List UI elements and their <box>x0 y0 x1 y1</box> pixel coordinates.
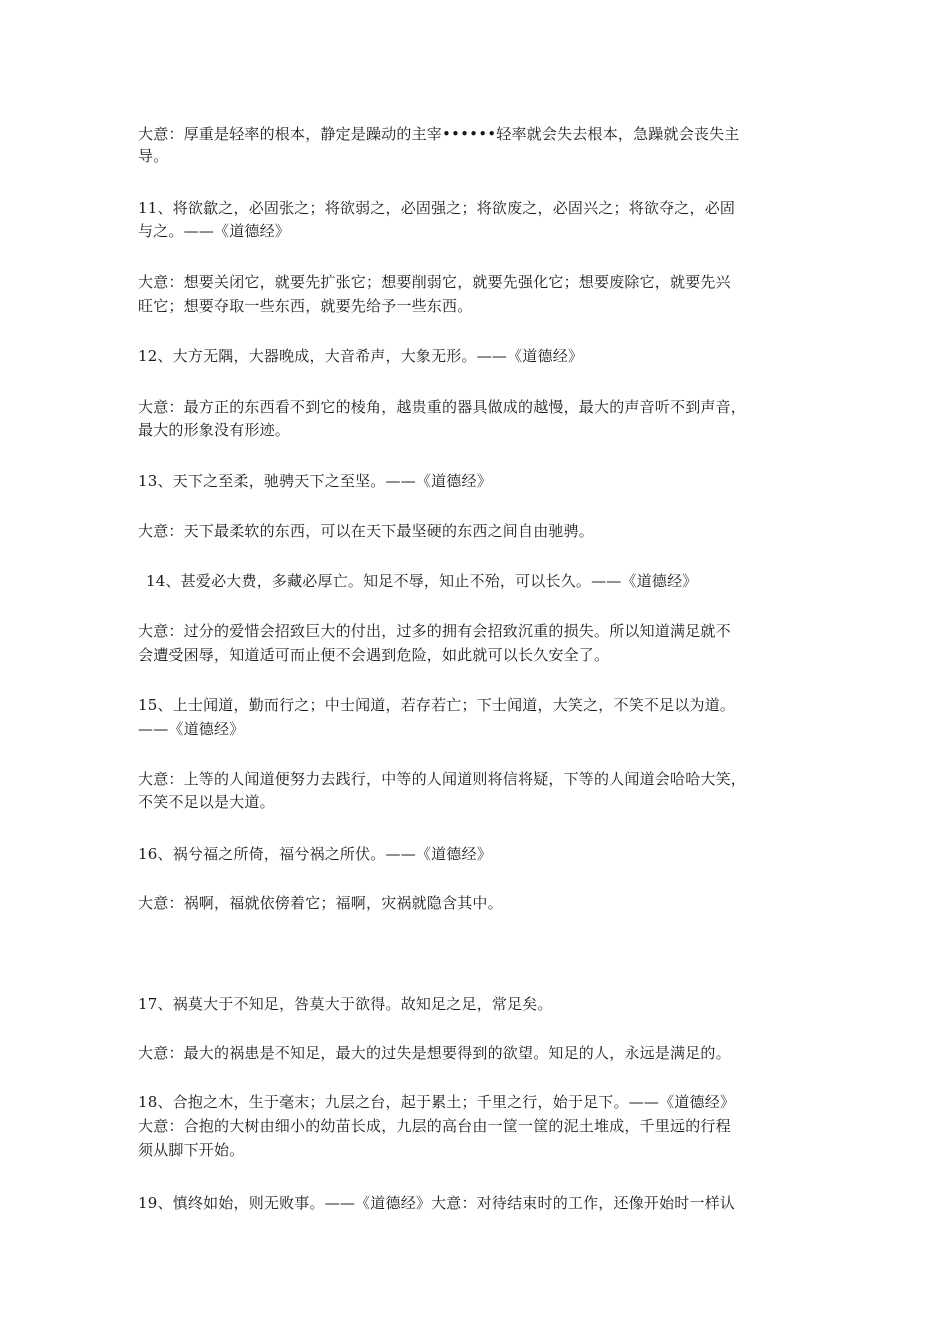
meaning-15-line-2: 不笑不足以是大道。 <box>138 793 275 811</box>
meaning-17: 大意：最大的祸患是不知足，最大的过失是想要得到的欲望。知足的人，永远是满足的。 <box>138 1044 731 1062</box>
meaning-18-line-2: 须从脚下开始。 <box>138 1141 245 1159</box>
meaning-13: 大意：天下最柔软的东西，可以在天下最坚硬的东西之间自由驰骋。 <box>138 522 595 540</box>
meaning-12-line-2: 最大的形象没有形迹。 <box>138 421 291 439</box>
quote-15-line-1: 15、上士闻道，勤而行之；中士闻道，若存若亡；下士闻道，大笑之，不笑不足以为道。 <box>138 696 736 714</box>
quote-14: 14、甚爱必大费，多藏必厚亡。知足不辱，知止不殆，可以长久。——《道德经》 <box>146 572 698 590</box>
quote-13: 13、天下之至柔，驰骋天下之至坚。——《道德经》 <box>138 472 492 490</box>
quote-15-line-2: ——《道德经》 <box>138 720 245 738</box>
meaning-15-line-1: 大意：上等的人闻道便努力去践行，中等的人闻道则将信将疑，下等的人闻道会哈哈大笑， <box>138 770 747 788</box>
paragraph-line-1: 大意：厚重是轻率的根本，静定是躁动的主宰••••••轻率就会失去根本，急躁就会丧失主 <box>138 125 740 143</box>
quote-18: 18、合抱之木，生于毫末；九层之台，起于累土；千里之行，始于足下。——《道德经》 <box>138 1093 736 1111</box>
meaning-18-line-1: 大意：合抱的大树由细小的幼苗长成，九层的高台由一筐一筐的泥土堆成，千里远的行程 <box>138 1117 731 1135</box>
quote-17: 17、祸莫大于不知足，咎莫大于欲得。故知足之足，常足矣。 <box>138 995 553 1013</box>
meaning-16: 大意：祸啊，福就依傍着它；福啊，灾祸就隐含其中。 <box>138 894 503 912</box>
quote-11-line-1: 11、将欲歙之，必固张之；将欲弱之，必固强之；将欲废之，必固兴之；将欲夺之，必固 <box>138 199 736 217</box>
paragraph-line-2: 导。 <box>138 147 169 165</box>
quote-19: 19、慎终如始，则无败事。——《道德经》大意：对待结束时的工作，还像开始时一样认 <box>138 1194 736 1212</box>
meaning-11-line-1: 大意：想要关闭它，就要先扩张它；想要削弱它，就要先强化它；想要废除它，就要先兴 <box>138 273 731 291</box>
quote-11-line-2: 与之。——《道德经》 <box>138 222 291 240</box>
meaning-14-line-1: 大意：过分的爱惜会招致巨大的付出，过多的拥有会招致沉重的损失。所以知道满足就不 <box>138 622 731 640</box>
meaning-14-line-2: 会遭受困辱，知道适可而止便不会遇到危险，如此就可以长久安全了。 <box>138 646 610 664</box>
meaning-12-line-1: 大意：最方正的东西看不到它的棱角，越贵重的器具做成的越慢，最大的声音听不到声音， <box>138 398 747 416</box>
meaning-11-line-2: 旺它；想要夺取一些东西，就要先给予一些东西。 <box>138 297 473 315</box>
quote-12: 12、大方无隅，大器晚成，大音希声，大象无形。——《道德经》 <box>138 347 584 365</box>
quote-16: 16、祸兮福之所倚，福兮祸之所伏。——《道德经》 <box>138 845 492 863</box>
